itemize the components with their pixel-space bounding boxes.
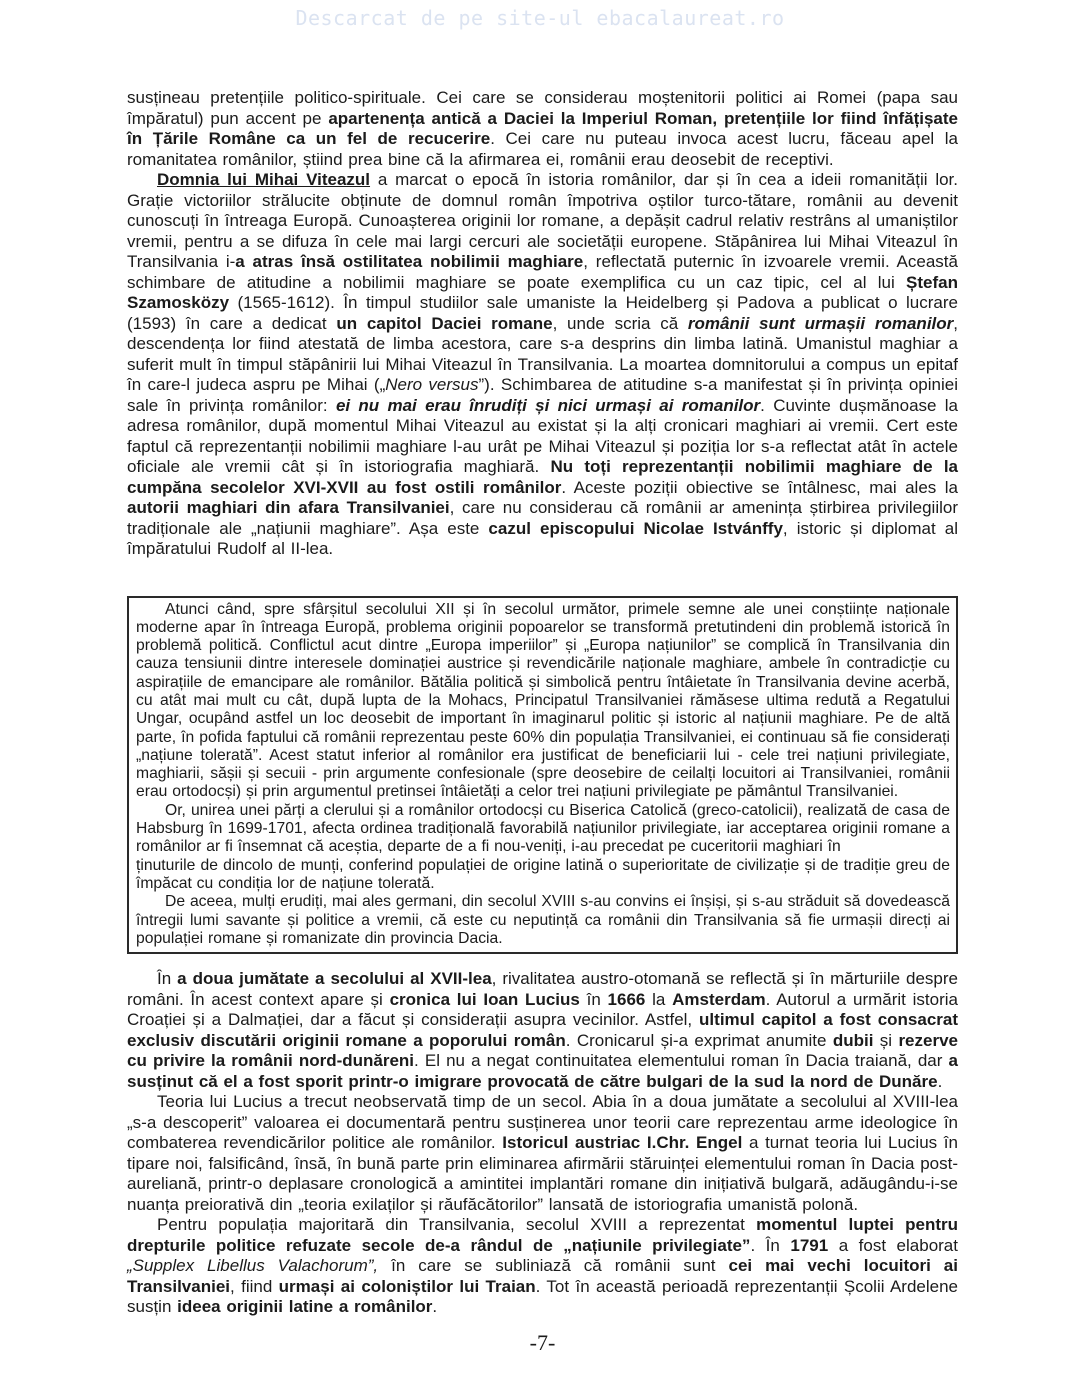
text-run: a turnat teoria lui Lucius în tipare noi, falsificând, însă, în bună parte prin eliminarea afirmării stăruinței elementului roman în Dacia post-aureliană, printr-o deplasare cronologică a amintitei implantări romane din inițiativă bulgară, adăugându-i-se nuanța preiorativă din „teoria exilaților și răufăcătorilor” lansată de istoriografia umanistă polonă. <box>127 1133 958 1214</box>
text-run: rezerve cu privire la românii nord-dunăreni <box>127 1030 958 1071</box>
text-run: , care nu considerau că românii ar amenința știrbirea privilegiilor tradiționale ale „națiunii maghiare”. Așa este <box>127 498 958 538</box>
body-text-block <box>127 88 958 560</box>
text-run: . <box>937 1071 943 1091</box>
text-run: . Cuvinte dușmănoase la adresa românilor, după momentul Mihai Viteazul au existat și la alți cronicari maghiari ai vremii. Cert este faptul că reprezentanții nobilimii maghiare l-au urât pe Mihai Viteazul și poziția lor s-a reflectat atât în actele oficiale ale vremii cât și în istoriografia maghiară. <box>127 395 959 476</box>
text-run: ei nu mai erau înrudiți și nici urmași ai romanilor <box>335 395 761 415</box>
text-run: la <box>645 989 673 1009</box>
site-watermark: Descarcat de pe site-ul ebacalaureat.ro <box>295 6 785 30</box>
text-run: Pentru populația majoritară din Transilvania, secolul XVIII a reprezentat <box>157 1215 757 1235</box>
paragraph <box>127 1215 958 1318</box>
text-run: Nu toți reprezentanții nobilimii maghiare de la cumpăna secolelor XVI-XVII au fost ostili românilor <box>127 457 958 497</box>
text-run: în <box>579 989 608 1009</box>
text-run: , reflectată puternic în izvoarele vremii. Această schimbare de atitudine a nobilimii maghiare se poate exemplifica cu un caz tipic, cel al lui <box>127 252 958 292</box>
text-run: a atras însă ostilitatea nobilimii maghiare <box>235 252 584 271</box>
text-run: momentul luptei pentru drepturile politice refuzate secole de-a rândul de „națiunile privilegiate” <box>127 1215 958 1255</box>
text-run: . Cei care nu puteau invoca acest lucru, făceau apel la romanitatea românilor, știind prea bine că la afirmarea ei, românii erau deosebit de receptivi. <box>127 129 958 169</box>
text-run: Amsterdam <box>672 989 766 1009</box>
text-run: , unde scria că <box>552 313 688 333</box>
text-run: . În <box>750 1235 791 1255</box>
text-run: a marcat o epocă în istoria românilor, dar și în cea a ideii romanității lor. Grație victoriilor strălucite obținute de domnul român împotriva oștilor turco-tătare, românii au devenit cunoscuți în întreaga Europă. Cunoașterea originii lor romane, a depășit cadrul relativ restrâns al umaniștilor vremii, pentru a se difuza în cele mai largi cercuri ale societății europene. Stăpânirea lui Mihai Viteazul în Transilvania i- <box>127 170 958 271</box>
text-run: Nero versus <box>385 375 479 394</box>
paragraph <box>127 1092 958 1215</box>
text-run: apartenența antică a Daciei la Imperiul Roman, pretențiile lor fiind înfățișate în Țările Române ca un fel de recucerire <box>127 108 958 148</box>
text-run: a susținut că el a fost sporit printr-o imigrare provocată de către bulgari de la sud la nord de Dunăre <box>127 1051 959 1091</box>
text-run: . Aceste poziții obiective se întâlnesc, mai ales la <box>561 477 958 497</box>
text-run: (1565-1612). În timpul studiilor sale umaniste la Heidelberg și Padova a publicat o lucrare (1593) în care a dedicat <box>127 293 958 333</box>
text-run: , istoric și diplomat al împăratului Rudolf al II-lea. <box>127 518 958 558</box>
paragraph <box>127 969 958 1092</box>
paragraph <box>127 88 958 170</box>
text-run: și <box>873 1030 899 1050</box>
paragraph <box>136 802 950 857</box>
text-run: autorii maghiari din afara Transilvaniei <box>127 498 450 517</box>
text-run: „Supplex Libellus Valachorum”, <box>127 1256 379 1276</box>
text-run: . Cronicarul și-a exprimat anumite <box>565 1030 833 1050</box>
text-run: ”). Schimbarea de atitudine s-a manifestat și în privința opiniei sale în privința românilor: <box>127 375 958 415</box>
paragraph <box>136 893 950 948</box>
text-run: în care se subliniază că românii sunt <box>378 1256 729 1276</box>
text-run: , descendența lor fiind atestată de limba acestora, care s-a desprins din limba latină. Umanistul maghiar a suferit mult în timpul stăpânirii lui Mihai Viteazul în Transilvania. La moartea domnitorului a compus un epitaf în care-l judeca aspru pe Mihai („ <box>127 313 958 394</box>
text-run: cazul episcopului Nicolae Istvánffy <box>488 518 783 538</box>
page-content <box>127 88 958 1356</box>
text-run: urmași ai coloniștilor lui Traian <box>278 1276 536 1296</box>
paragraph <box>127 170 958 560</box>
text-run: un capitol Daciei romane <box>336 313 553 333</box>
text-run: ultimul capitol a fost consacrat exclusiv discutării originii romane a poporului român <box>127 1010 959 1050</box>
paragraph <box>136 857 950 894</box>
text-run: 1791 <box>790 1235 829 1255</box>
text-run: . <box>432 1297 438 1317</box>
after-box-text-block <box>127 969 958 1318</box>
text-run: românii sunt urmașii romanilor <box>687 313 954 333</box>
text-run: 1666 <box>607 989 646 1009</box>
text-run: Istoricul austriac I.Chr. Engel <box>502 1133 743 1153</box>
text-run: dubii <box>832 1030 874 1050</box>
text-run: Or, unirea unei părți a clerului și a românilor ortodocși cu Biserica Catolică (greco-catolicii), realizată de casa de Habsburg în 1699-1701, afecta ordinea tradițională favorabilă națiunilor privilegiate, iar acceptarea originii romane a românilor ar fi însemnat că aceștia, departe de a fi nou-veniți, i-au precedat pe cuceritorii maghiari în <box>136 801 950 856</box>
boxed-text-block <box>127 596 958 955</box>
text-run: Domnia lui Mihai Viteazul <box>157 170 371 189</box>
text-run: cei mai vechi locuitori ai Transilvaniei <box>127 1256 958 1296</box>
text-run: . El nu a negat continuitatea elementului roman în Dacia traiană, dar <box>414 1051 949 1071</box>
text-run: În <box>157 969 178 989</box>
text-run: ținuturile de dincolo de munți, conferind populației de origine latină o superioritate de civilizație și de tradiție greu de împăcat cu condiția lor de națiune tolerată. <box>136 856 950 892</box>
text-run: De aceea, mulți erudiți, mai ales germani, din secolul XVIII s-au convins ei înșiși, și s-au străduit să dovedească întregii lumi savante și politice a vremii, că este cu neputință ca românii din Transilvania să fie urmașii direcți ai populației romane și romanizate din provincia Dacia. <box>136 893 950 947</box>
text-run: Ștefan Szamosközy <box>127 272 958 312</box>
page-number: -7- <box>529 1329 556 1355</box>
text-run: cronica lui Ioan Lucius <box>389 989 580 1009</box>
text-run: a doua jumătate a secolului al XVII-lea <box>177 969 492 989</box>
text-run: susțineau pretențiile politico-spirituale. Cei care se considerau moștenitorii politici ai Romei (papa sau împăratul) pun accent pe <box>127 88 958 128</box>
text-run: , fiind <box>230 1276 279 1296</box>
text-run: ideea originii latine a românilor <box>177 1297 433 1317</box>
text-run: Atunci când, spre sfârșitul secolului XII și în secolul următor, primele semne ale unei conștiințe naționale moderne apar în întreaga Europă, problema originii popoarelor se transformă pretutindeni din problemă istorică în problemă politică. Conflictul acut dintre „Europa imperiilor” și „Europa națiunilor” se complică în Transilvania din cauza tensiunii dintre interesele dominației austrice și revendicările naționale maghiare, ambele în contradicție cu aspirațiile de emancipare ale românilor. Bătălia politică și simbolică pentru întâietate în Transilvania devine acerbă, cu atât mai mult cu cât, după lupta de la Mohacs, Principatul Transilvaniei rămăsese ultima redută a Regatului Ungar, ocupând astfel un loc deosebit de important în imaginarul politic și istoric al națiunii maghiare. Pe de altă parte, în pofida faptului că românii reprezentau peste 60% din populația Transilvaniei, ei continuau să fie considerați „națiune tolerată”. Acest statut inferior al românilor era justificat de beneficiarii lui - cele trei națiuni privilegiate, maghiarii, sășii și secuii - prin argumente confesionale (spre deosebire de ceilalți locuitori ai Transilvaniei, românii erau ortodocși) și prin argumentul pretinsei întâietăți a celor trei națiuni privilegiate pe pământul Transilvaniei. <box>136 600 950 801</box>
text-run: a fost elaborat <box>828 1235 958 1255</box>
text-run: . Tot în această perioadă reprezentanții Școlii Ardelene susțin <box>127 1276 959 1317</box>
text-run: Teoria lui Lucius a trecut neobservată timp de un secol. Abia în a doua jumătate a secolului al XVIII-lea „s-a descoperit” valoarea ei documentară pentru susținerea unor teorii care reprezentau arme ideologice în combaterea revendicărilor politice ale românilor. <box>127 1092 958 1153</box>
text-run: . Autorul a urmărit istoria Croației și a Dalmației, dar a făcut și considerații asupra vecinilor. Astfel, <box>127 989 958 1030</box>
text-run: , rivalitatea austro-otomană se reflectă și în mărturiile despre români. În acest context apare și <box>127 969 958 1009</box>
paragraph <box>136 601 950 802</box>
